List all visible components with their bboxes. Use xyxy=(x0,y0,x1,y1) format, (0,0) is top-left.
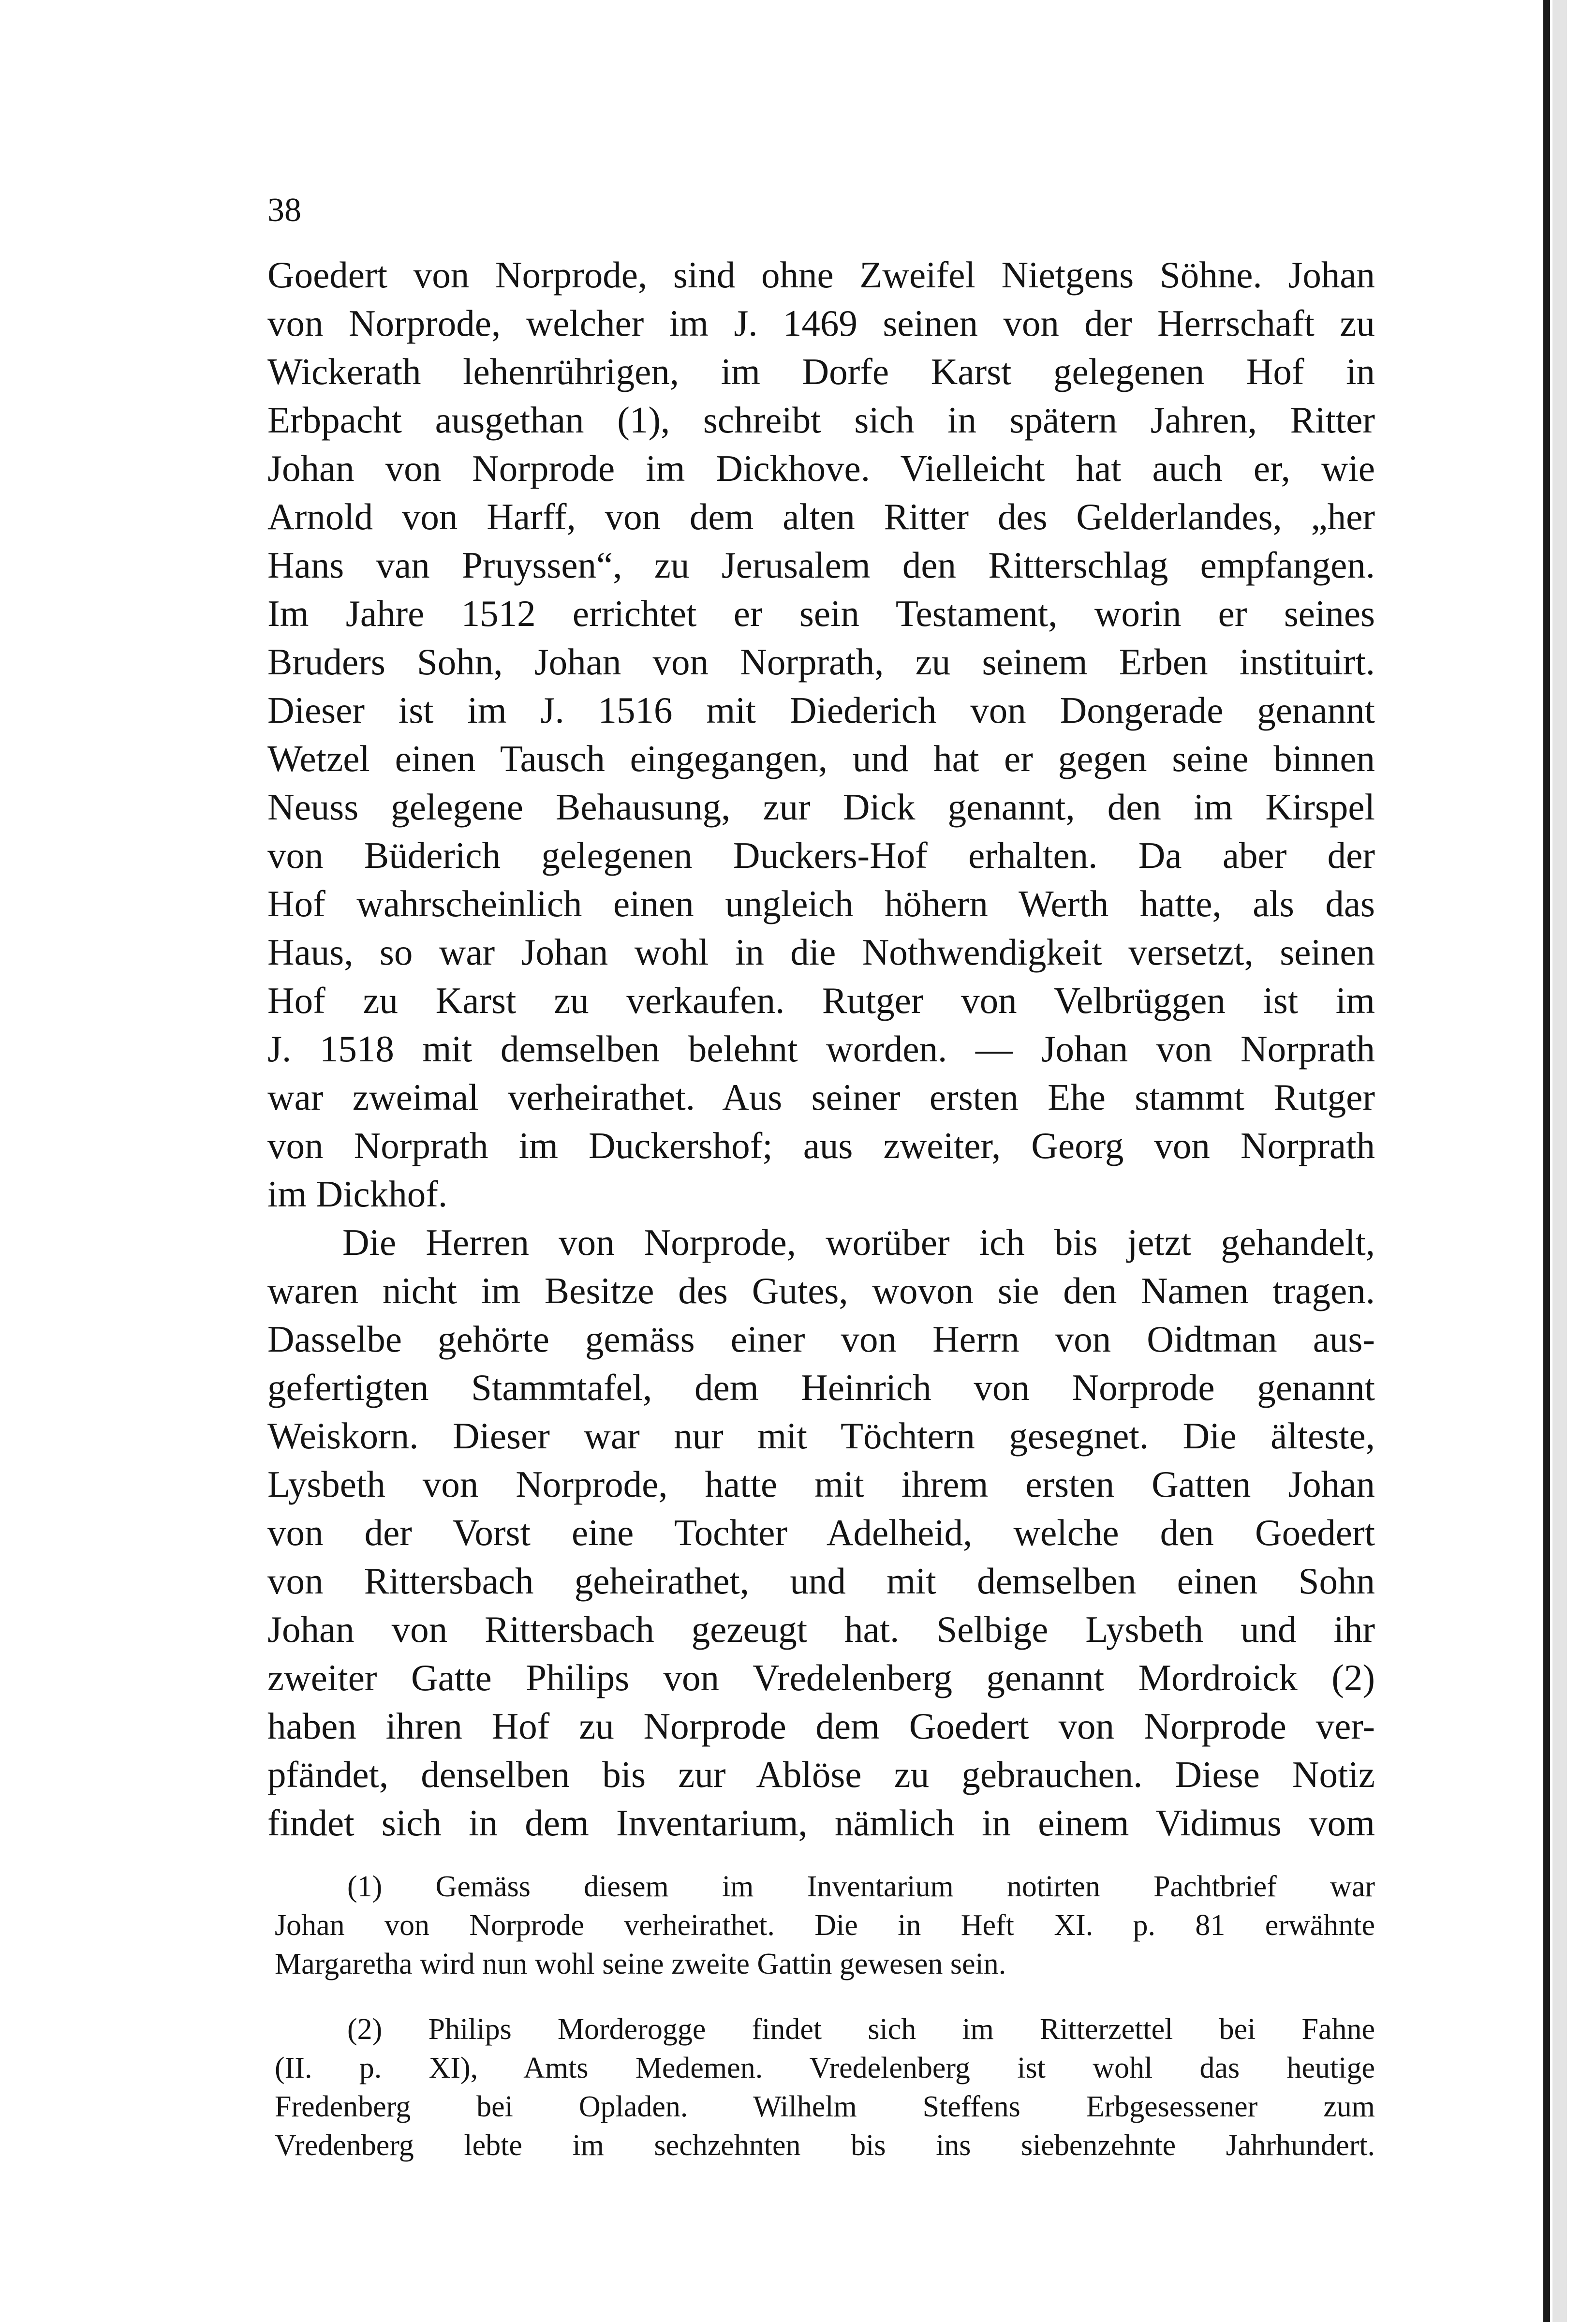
text-line: Hans van Pruyssen“, zu Jerusalem den Ritterschlag empfangen. xyxy=(267,544,1375,586)
footnote-line: Margaretha wird nun wohl seine zweite Gattin gewesen sein. xyxy=(275,1948,1006,1980)
text-line: Lysbeth von Norprode, hatte mit ihrem ersten Gatten Johan xyxy=(267,1463,1375,1505)
text-line: von Norprath im Duckershof; aus zweiter, Georg von Norprath xyxy=(267,1125,1375,1166)
text-line: Wetzel einen Tausch eingegangen, und hat er gegen seine binnen xyxy=(267,738,1375,779)
text-line: haben ihren Hof zu Norprode dem Goedert von Norprode ver- xyxy=(267,1705,1375,1747)
text-line: von Rittersbach geheirathet, und mit demselben einen Sohn xyxy=(267,1560,1375,1602)
text-line: von Norprode, welcher im J. 1469 seinen von der Herrschaft zu xyxy=(267,302,1375,344)
text-line: Haus, so war Johan wohl in die Nothwendigkeit versetzt, seinen xyxy=(267,931,1375,973)
text-line: gefertigten Stammtafel, dem Heinrich von Norprode genannt xyxy=(267,1367,1375,1408)
text-line: von Büderich gelegenen Duckers-Hof erhalten. Da aber der xyxy=(267,834,1375,876)
text-line: Im Jahre 1512 errichtet er sein Testament, worin er seines xyxy=(267,593,1375,634)
footnote-2 xyxy=(275,2010,1375,2165)
text-line: war zweimal verheirathet. Aus seiner ersten Ehe stammt Rutger xyxy=(267,1076,1375,1118)
text-line: Wickerath lehenrührigen, im Dorfe Karst gelegenen Hof in xyxy=(267,351,1375,392)
footnote-line: Vredenberg lebte im sechzehnten bis ins siebenzehnte Jahrhundert. xyxy=(275,2129,1375,2162)
page-edge-line xyxy=(1543,0,1550,2322)
footnote-1 xyxy=(275,1867,1375,1983)
text-line: Hof zu Karst zu verkaufen. Rutger von Velbrüggen ist im xyxy=(267,980,1375,1021)
text-line: Johan von Norprode im Dickhove. Vielleicht hat auch er, wie xyxy=(267,447,1375,489)
text-line: Erbpacht ausgethan (1), schreibt sich in spätern Jahren, Ritter xyxy=(267,399,1375,441)
footnote-line: (II. p. XI), Amts Medemen. Vredelenberg ist wohl das heutige xyxy=(275,2052,1375,2084)
text-line: Johan von Rittersbach gezeugt hat. Selbige Lysbeth und ihr xyxy=(267,1608,1375,1650)
main-text xyxy=(267,251,1375,1847)
footnote-line: Johan von Norprode verheirathet. Die in Heft XI. p. 81 erwähnte xyxy=(275,1909,1375,1942)
page-edge-shadow xyxy=(1552,0,1567,2322)
text-line: Weiskorn. Dieser war nur mit Töchtern gesegnet. Die älteste, xyxy=(267,1415,1375,1457)
text-line: waren nicht im Besitze des Gutes, wovon sie den Namen tragen. xyxy=(267,1270,1375,1311)
text-line: im Dickhof. xyxy=(267,1173,448,1215)
text-line: pfändet, denselben bis zur Ablöse zu gebrauchen. Diese Notiz xyxy=(267,1754,1375,1795)
text-line: Arnold von Harff, von dem alten Ritter des Gelderlandes, „her xyxy=(267,496,1375,537)
page-number: 38 xyxy=(267,192,301,229)
text-line: J. 1518 mit demselben belehnt worden. — Johan von Norprath xyxy=(267,1028,1375,1070)
footnote-line: Fredenberg bei Opladen. Wilhelm Steffens Erbgesessener zum xyxy=(275,2090,1375,2123)
text-line: Die Herren von Norprode, worüber ich bis jetzt gehandelt, xyxy=(342,1221,1375,1263)
text-line: von der Vorst eine Tochter Adelheid, welche den Goedert xyxy=(267,1512,1375,1553)
text-line: Neuss gelegene Behausung, zur Dick genannt, den im Kirspel xyxy=(267,786,1375,828)
text-line: Dasselbe gehörte gemäss einer von Herrn von Oidtman aus- xyxy=(267,1318,1375,1360)
footnote-line: (2) Philips Morderogge findet sich im Ritterzettel bei Fahne xyxy=(347,2013,1375,2046)
text-line: Dieser ist im J. 1516 mit Diederich von Dongerade genannt xyxy=(267,689,1375,731)
text-line: zweiter Gatte Philips von Vredelenberg genannt Mordroick (2) xyxy=(267,1657,1375,1698)
text-line: Hof wahrscheinlich einen ungleich höhern Werth hatte, als das xyxy=(267,883,1375,924)
footnote-line: (1) Gemäss diesem im Inventarium notirten Pachtbrief war xyxy=(347,1870,1375,1903)
text-line: Bruders Sohn, Johan von Norprath, zu seinem Erben instituirt. xyxy=(267,641,1375,683)
text-line: Goedert von Norprode, sind ohne Zweifel Nietgens Söhne. Johan xyxy=(267,254,1375,296)
text-line: findet sich in dem Inventarium, nämlich in einem Vidimus vom xyxy=(267,1802,1375,1844)
